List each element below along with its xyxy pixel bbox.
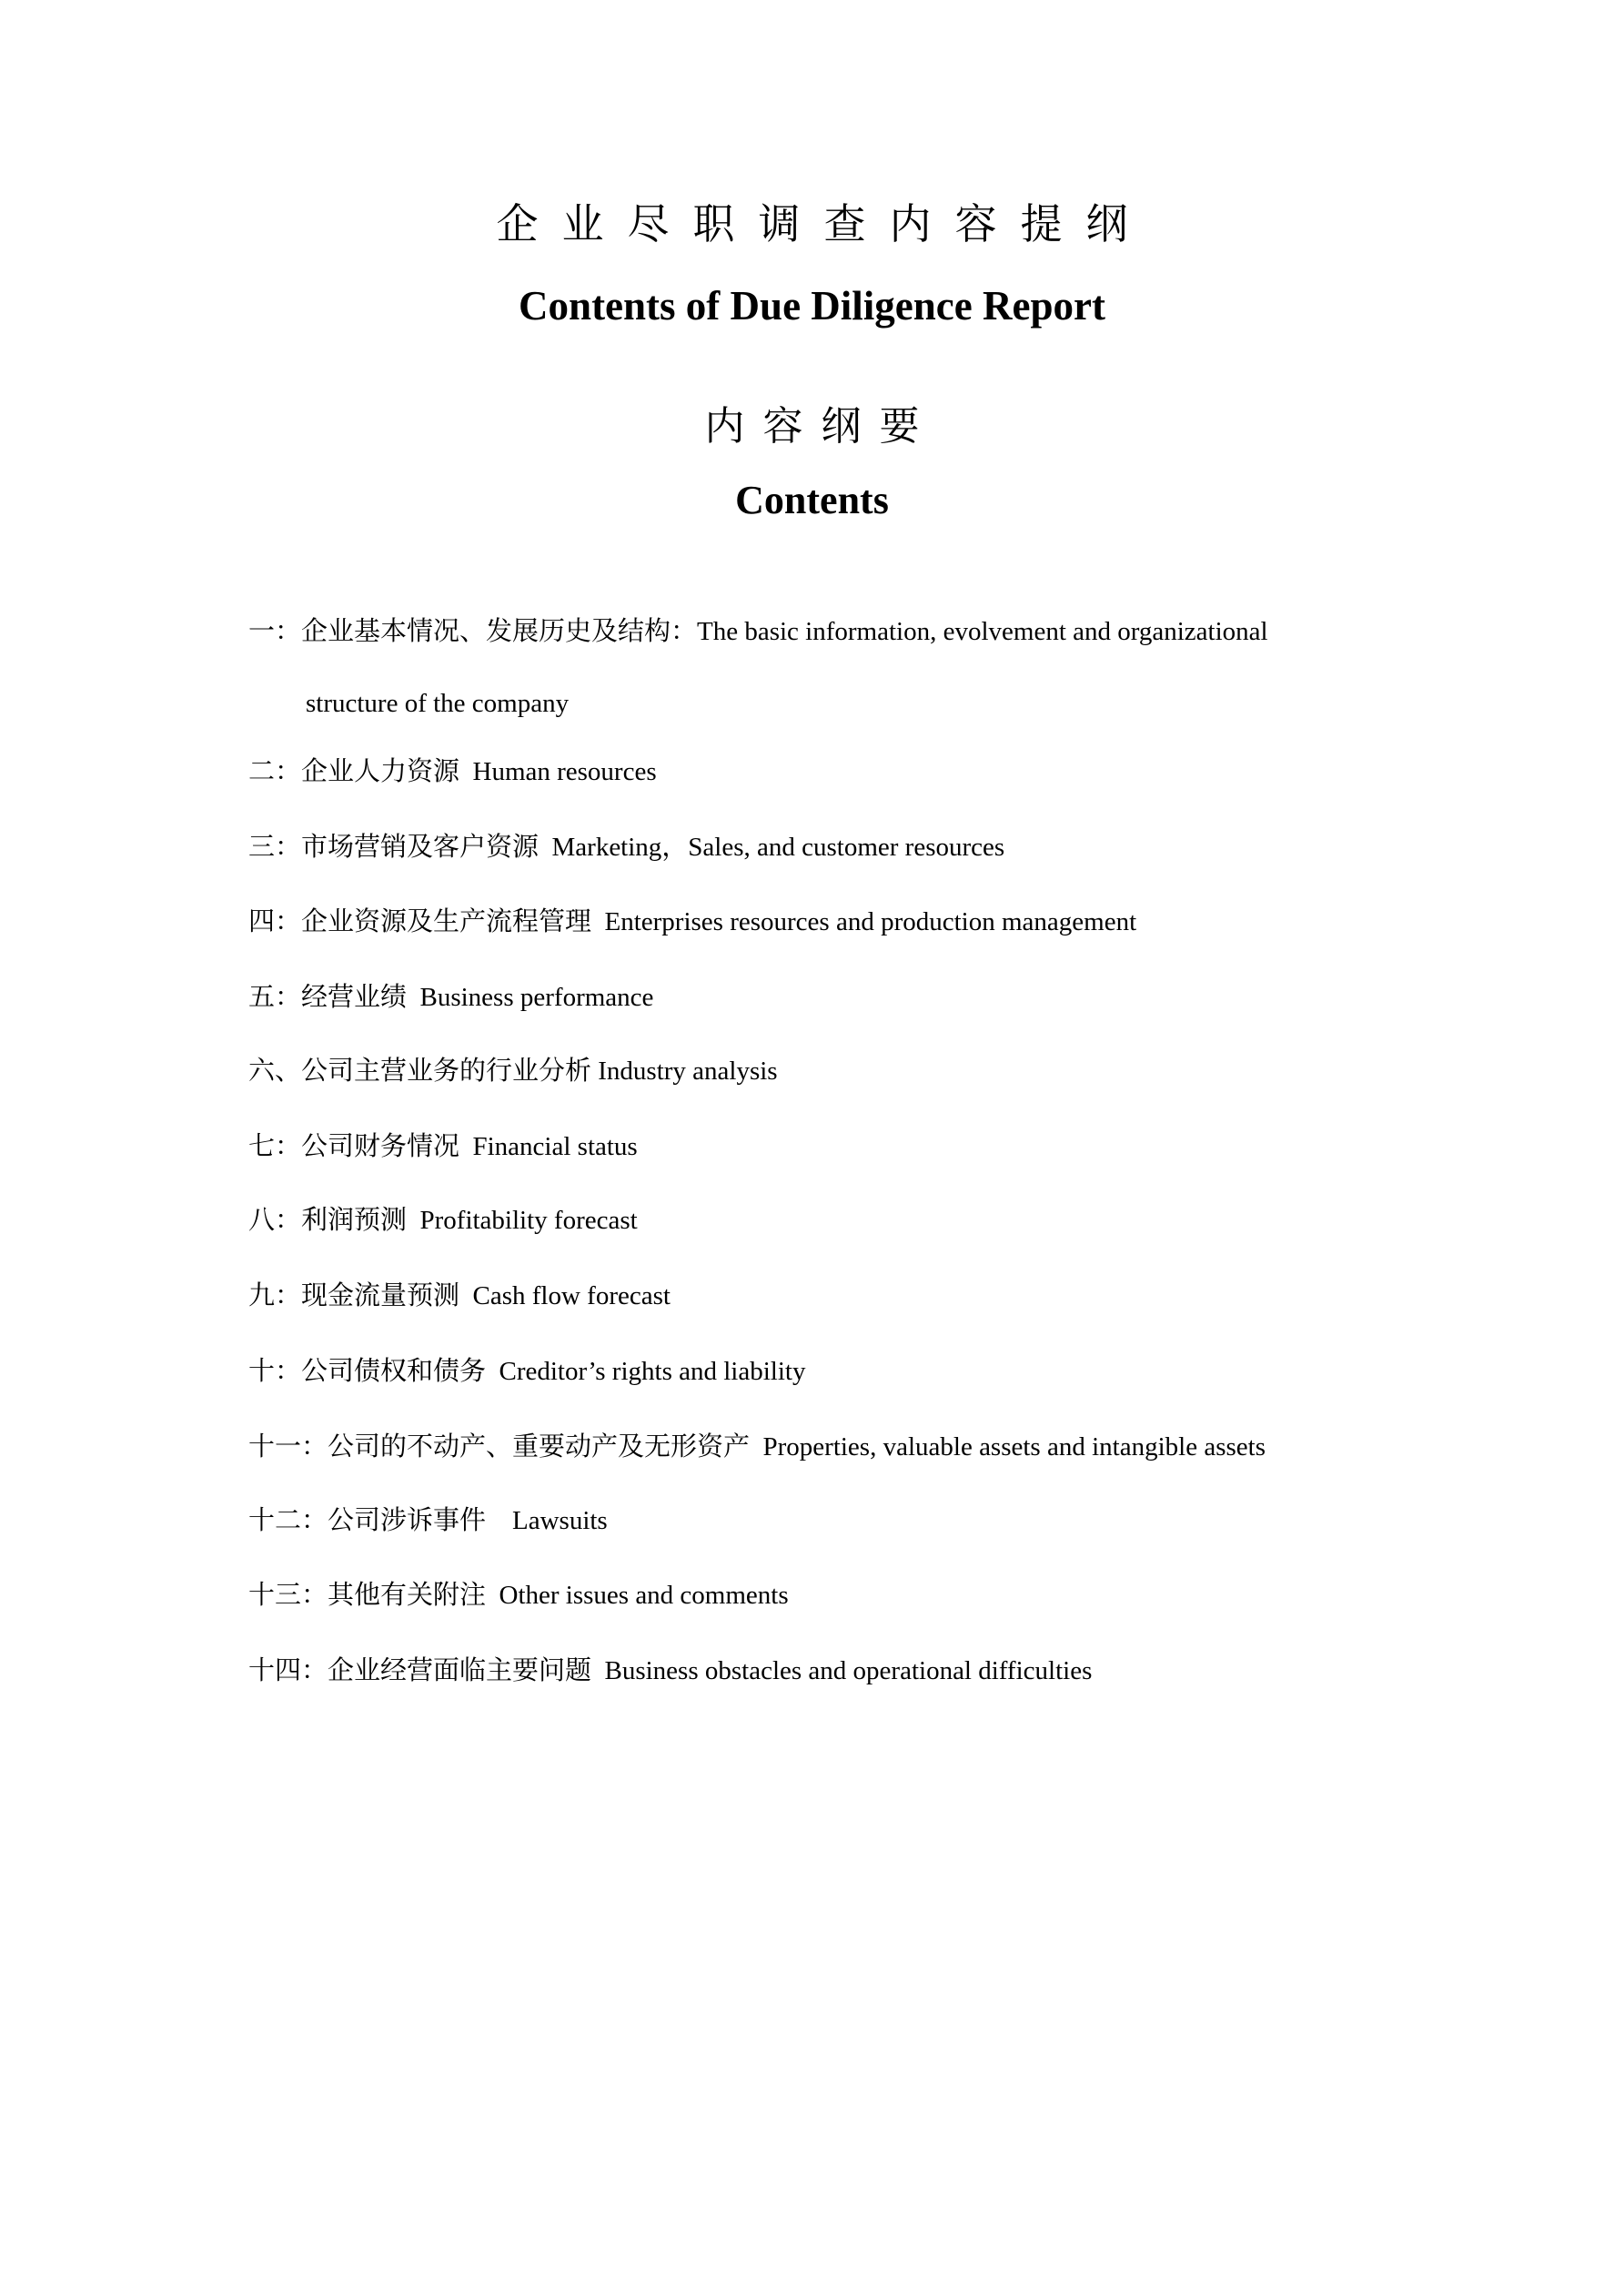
contents-item: 十四：企业经营面临主要问题 Business obstacles and operational difficulties	[248, 1656, 1093, 1685]
contents-item: 六、公司主营业务的行业分析 Industry analysis	[248, 1057, 778, 1086]
contents-item-continuation: structure of the company	[306, 689, 570, 718]
contents-item: 八：利润预测 Profitability forecast	[248, 1206, 638, 1235]
title-chinese: 企业尽职调查内容提纲	[496, 201, 1152, 248]
contents-item: 十：公司债权和债务 Creditor’s rights and liability	[248, 1357, 806, 1386]
contents-item: 十二：公司涉诉事件 Lawsuits	[248, 1506, 608, 1535]
contents-item: 十一：公司的不动产、重要动产及无形资产 Properties, valuable assets and intangible assets	[248, 1432, 1266, 1462]
contents-item: 二：企业人力资源 Human resources	[248, 757, 657, 786]
contents-item: 十三：其他有关附注 Other issues and comments	[248, 1581, 789, 1610]
contents-item: 一：企业基本情况、发展历史及结构：The basic information, evolvement and organizational	[248, 617, 1268, 646]
contents-item: 三：市场营销及客户资源 Marketing，Sales, and customer resources	[248, 833, 1005, 862]
contents-item: 四：企业资源及生产流程管理 Enterprises resources and production management	[248, 907, 1137, 936]
contents-item: 九：现金流量预测 Cash flow forecast	[248, 1281, 671, 1310]
contents-item: 五：经营业绩 Business performance	[248, 983, 654, 1012]
subtitle-english: Contents	[735, 478, 889, 522]
title-english: Contents of Due Diligence Report	[519, 283, 1105, 329]
subtitle-chinese: 内容纲要	[704, 404, 938, 449]
contents-item: 七：公司财务情况 Financial status	[248, 1132, 638, 1161]
